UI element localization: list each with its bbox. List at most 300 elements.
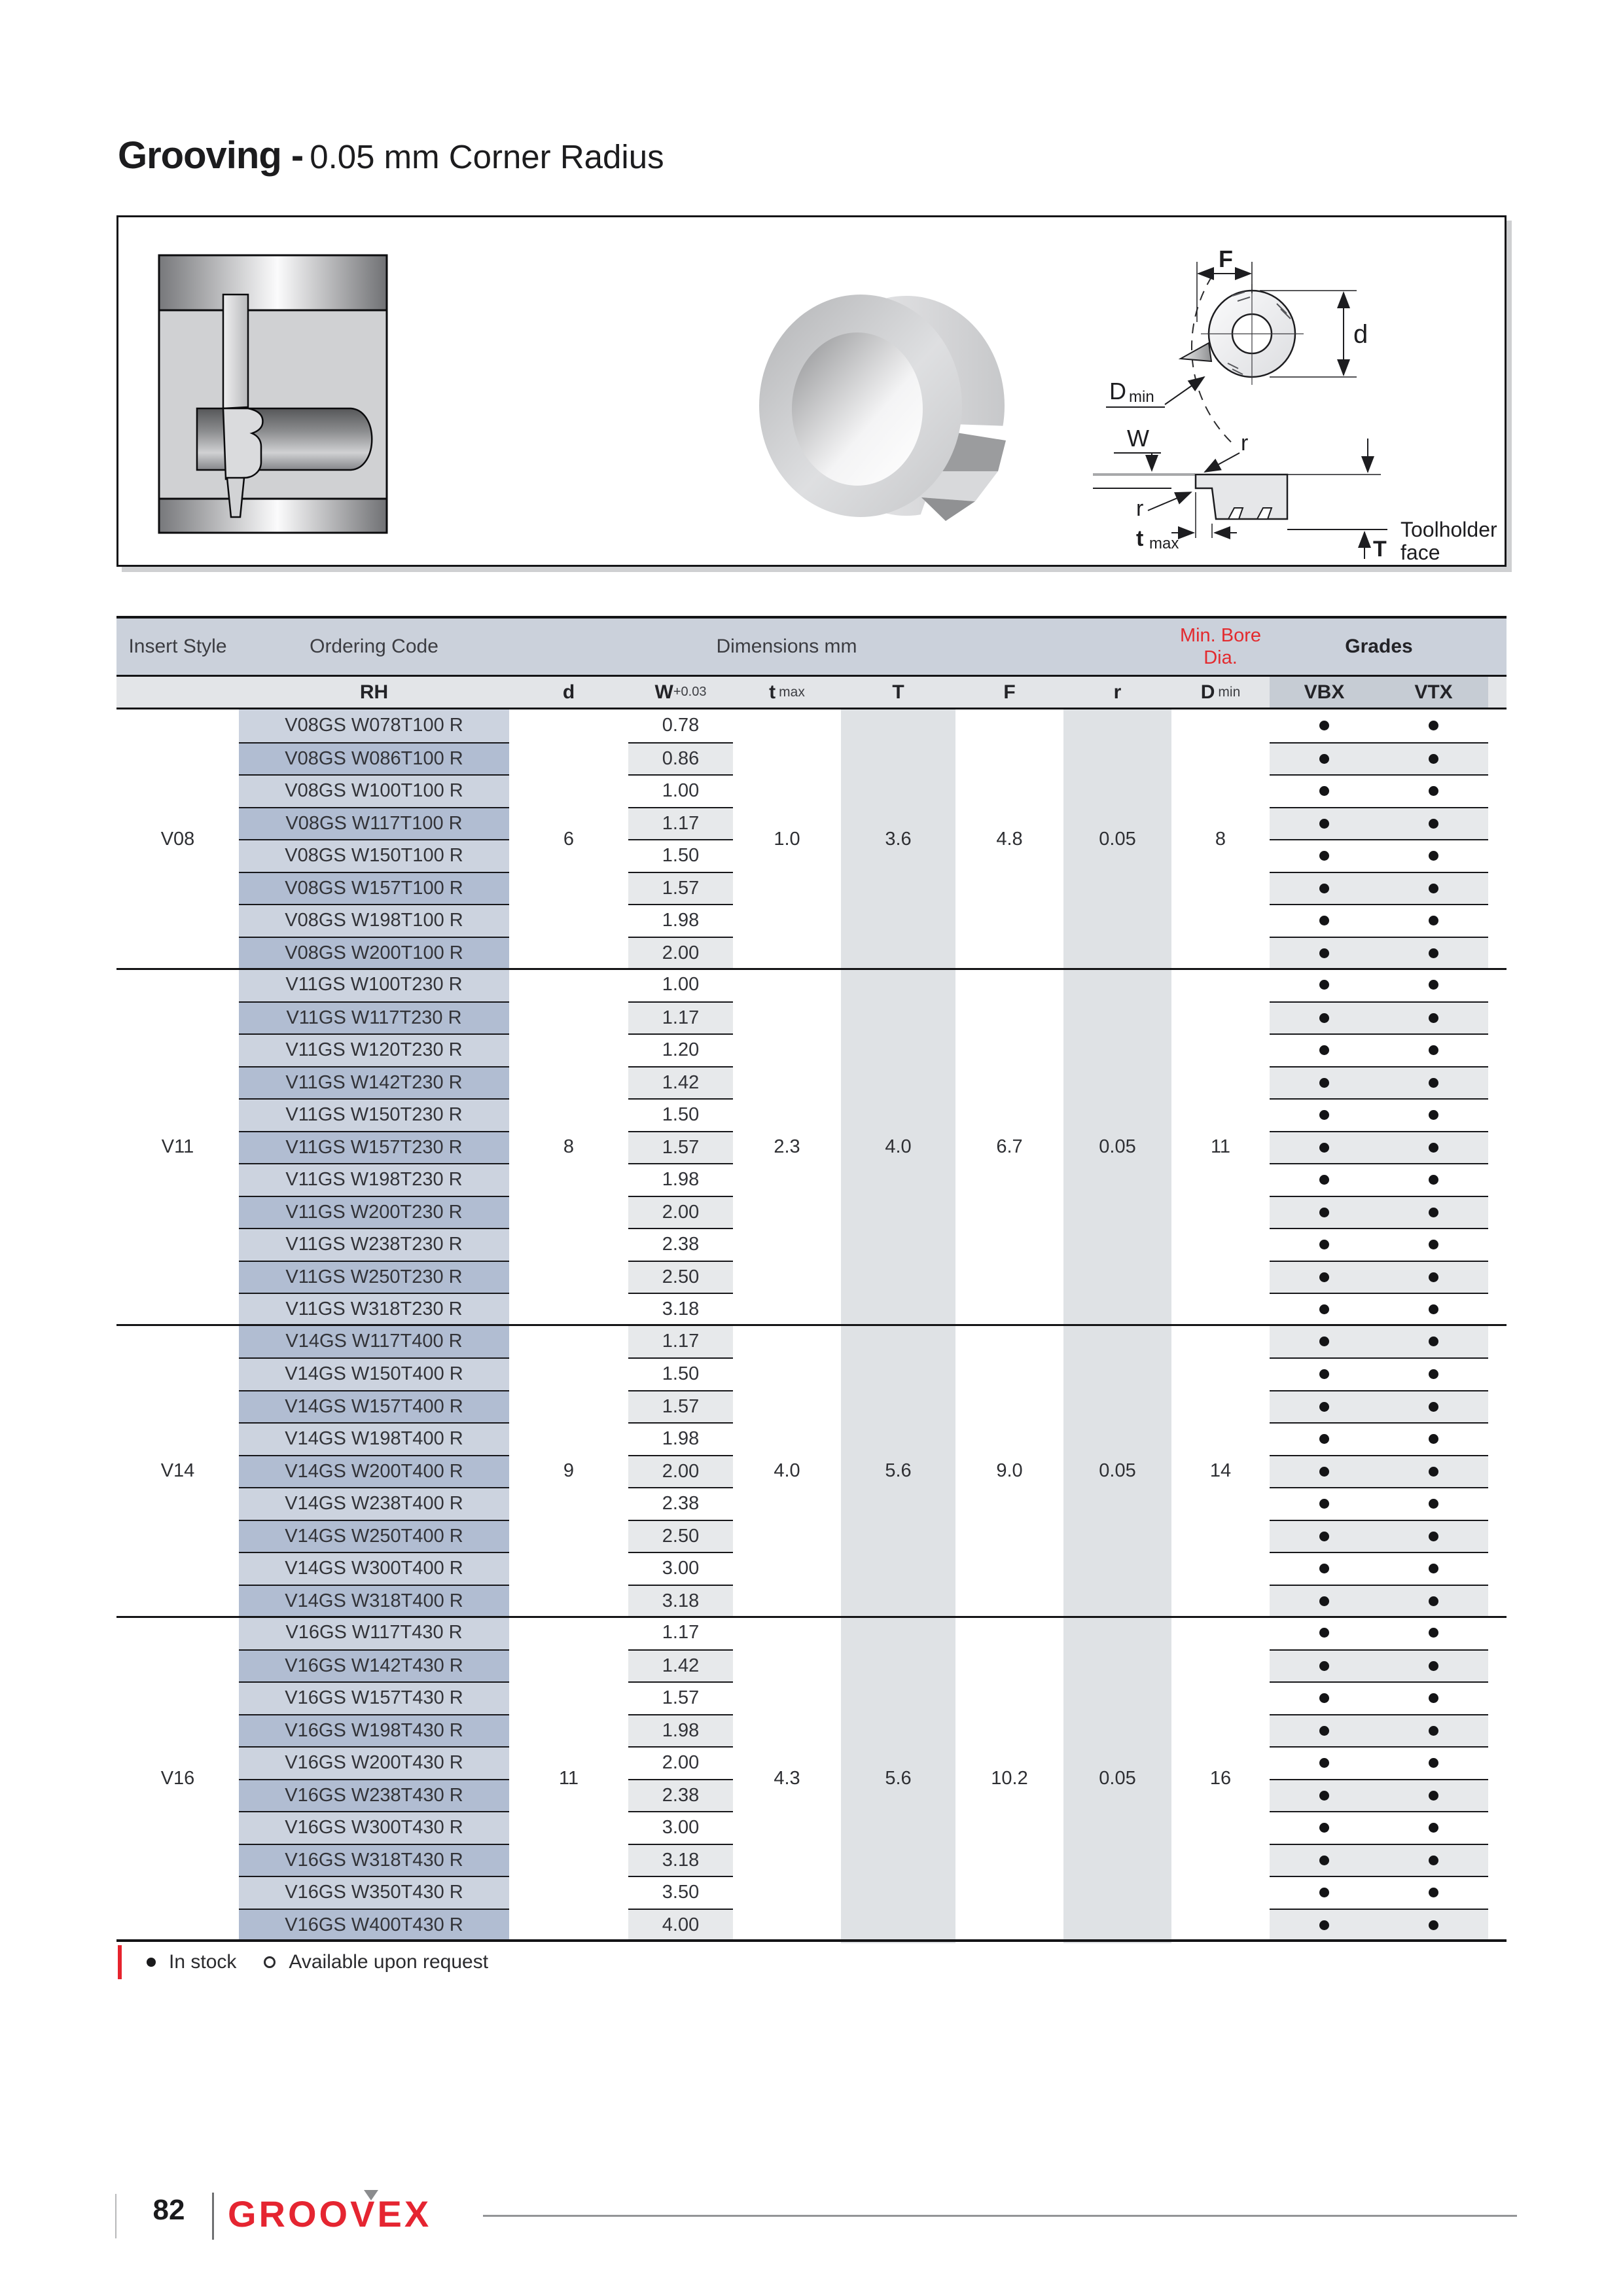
grades-cell <box>1270 1066 1488 1099</box>
grade-vtx <box>1379 1521 1488 1552</box>
dim-dmin-value: 8 <box>1215 828 1226 850</box>
vbx-stock-dot <box>1319 819 1329 829</box>
grade-vtx <box>1379 840 1488 872</box>
grade-vbx <box>1270 1003 1379 1034</box>
ordering-code-cell: V11GS W250T230 R <box>239 1261 509 1293</box>
ordering-code-cell: V11GS W142T230 R <box>239 1066 509 1099</box>
vbx-stock-dot <box>1319 851 1329 861</box>
vtx-stock-dot <box>1429 884 1438 893</box>
header-rh: RH <box>359 681 389 703</box>
grade-vtx <box>1379 1164 1488 1196</box>
vbx-stock-dot <box>1319 1272 1329 1282</box>
grade-vtx <box>1379 1003 1488 1034</box>
ordering-code-cell: V11GS W100T230 R <box>239 969 509 1001</box>
brand-logo <box>228 2193 431 2235</box>
grades-cell <box>1270 1844 1488 1876</box>
grades-cell <box>1270 774 1488 807</box>
grade-vbx <box>1270 1456 1379 1488</box>
grade-vbx <box>1270 1424 1379 1455</box>
ordering-code-cell: V14GS W200T400 R <box>239 1455 509 1488</box>
header-min-bore-line2: Dia. <box>1204 647 1238 668</box>
grades-cell <box>1270 807 1488 840</box>
vtx-stock-dot <box>1429 1336 1438 1346</box>
grades-cell <box>1270 839 1488 872</box>
vbx-stock-dot <box>1319 1045 1329 1055</box>
dim-tmax-value: 4.3 <box>774 1768 800 1789</box>
vbx-stock-dot <box>1319 948 1329 958</box>
header-dmin-sub: min <box>1218 684 1241 700</box>
grade-vtx <box>1379 1262 1488 1293</box>
vbx-stock-dot <box>1319 1240 1329 1249</box>
page-number: 82 <box>152 2194 185 2226</box>
insert-style-label: V16 <box>160 1768 195 1789</box>
vbx-stock-dot <box>1319 1564 1329 1573</box>
grade-vbx <box>1270 938 1379 969</box>
grade-vbx <box>1270 1325 1379 1358</box>
grade-vbx <box>1270 1229 1379 1261</box>
ordering-code-cell: V08GS W157T100 R <box>239 872 509 905</box>
vbx-stock-dot <box>1319 1823 1329 1833</box>
dim-label-W: W <box>1127 425 1149 452</box>
grade-vbx <box>1270 776 1379 807</box>
vbx-stock-dot <box>1319 1402 1329 1412</box>
grade-vbx <box>1270 1586 1379 1617</box>
w-value-cell: 2.00 <box>628 1455 733 1488</box>
illustration-panel <box>116 215 1507 567</box>
header-w-tolerance: +0.03 <box>673 685 707 699</box>
vtx-stock-dot <box>1429 1499 1438 1509</box>
vtx-stock-dot <box>1429 1564 1438 1573</box>
vtx-stock-dot <box>1429 786 1438 796</box>
section-divider <box>116 1324 1507 1326</box>
vtx-stock-dot <box>1429 1726 1438 1736</box>
ordering-code-cell: V08GS W078T100 R <box>239 709 509 742</box>
ordering-code-cell: V11GS W150T230 R <box>239 1098 509 1131</box>
table-section <box>116 969 1507 1325</box>
legend-red-bar <box>118 1945 122 1979</box>
dim-tmax-value: 1.0 <box>774 828 800 850</box>
ordering-code-cell: V14GS W238T400 R <box>239 1487 509 1520</box>
ordering-code-cell: V08GS W200T100 R <box>239 937 509 969</box>
header-r: r <box>1113 681 1122 703</box>
vtx-stock-dot <box>1429 1888 1438 1897</box>
w-value-cell: 2.00 <box>628 1196 733 1229</box>
vbx-stock-dot <box>1319 1110 1329 1120</box>
w-value-cell: 1.98 <box>628 1163 733 1196</box>
w-value-cell: 1.57 <box>628 872 733 905</box>
grade-vbx <box>1270 969 1379 1001</box>
dim-d-value: 6 <box>563 828 575 850</box>
table-body <box>116 709 1507 1943</box>
w-value-cell: 4.00 <box>628 1909 733 1941</box>
dim-T-value: 4.0 <box>885 1136 912 1157</box>
ordering-code-cell: V11GS W198T230 R <box>239 1163 509 1196</box>
grade-vtx <box>1379 808 1488 840</box>
grade-vtx <box>1379 1586 1488 1617</box>
grades-cell <box>1270 709 1488 742</box>
grades-cell <box>1270 1228 1488 1261</box>
dim-label-r-upper: r <box>1241 431 1249 456</box>
grade-vbx <box>1270 905 1379 937</box>
w-value-cell: 1.98 <box>628 1422 733 1455</box>
in-stock-icon <box>147 1958 156 1967</box>
grade-vtx <box>1379 1229 1488 1261</box>
insert-style-label: V08 <box>160 828 195 850</box>
vtx-stock-dot <box>1429 1078 1438 1088</box>
header-tmax-sub: max <box>779 684 805 700</box>
ordering-code-cell: V14GS W117T400 R <box>239 1325 509 1358</box>
w-value-cell: 2.00 <box>628 1746 733 1779</box>
grade-vtx <box>1379 905 1488 937</box>
w-value-cell: 1.17 <box>662 1622 700 1643</box>
grade-vtx <box>1379 873 1488 905</box>
grades-cell <box>1270 1876 1488 1909</box>
grade-vtx <box>1379 1488 1488 1520</box>
header-insert-style: Insert Style <box>128 636 227 657</box>
vbx-stock-dot <box>1319 754 1329 764</box>
grade-vbx <box>1270 1748 1379 1779</box>
vtx-stock-dot <box>1429 1304 1438 1314</box>
stock-legend <box>118 1945 488 1979</box>
ordering-code-cell: V16GS W157T430 R <box>239 1681 509 1714</box>
vtx-stock-dot <box>1429 1596 1438 1606</box>
w-value-cell: 2.38 <box>628 1228 733 1261</box>
w-value-cell: 1.57 <box>628 1681 733 1714</box>
table-bottom-border <box>116 1939 1507 1942</box>
grade-vbx <box>1270 1100 1379 1131</box>
grades-cell <box>1270 937 1488 969</box>
grade-vtx <box>1379 1845 1488 1876</box>
vbx-stock-dot <box>1319 1693 1329 1703</box>
dim-r-value: 0.05 <box>1099 1136 1136 1157</box>
w-value-cell: 2.38 <box>628 1487 733 1520</box>
w-value-cell: 1.17 <box>628 1001 733 1034</box>
grade-vbx <box>1270 1294 1379 1325</box>
vbx-stock-dot <box>1319 1596 1329 1606</box>
ordering-code-cell: V11GS W318T230 R <box>239 1293 509 1325</box>
grade-vtx <box>1379 1651 1488 1682</box>
w-value-cell: 1.17 <box>628 1325 733 1358</box>
vbx-stock-dot <box>1319 1078 1329 1088</box>
insert-table <box>116 616 1507 1943</box>
insert-style-label: V14 <box>160 1460 195 1481</box>
grades-cell <box>1270 742 1488 775</box>
brand-logo-notch-icon <box>364 2190 378 2200</box>
page-title-sub: 0.05 mm Corner Radius <box>310 138 664 175</box>
table-section <box>116 1617 1507 1941</box>
grades-cell <box>1270 904 1488 937</box>
grade-vbx <box>1270 873 1379 905</box>
ordering-code-cell: V08GS W086T100 R <box>239 742 509 775</box>
dim-T-value: 3.6 <box>885 828 912 850</box>
grades-cell <box>1270 1714 1488 1747</box>
dim-label-Dmin-sub: min <box>1129 388 1154 406</box>
dim-F-value: 9.0 <box>996 1460 1023 1481</box>
w-value-cell: 2.00 <box>628 937 733 969</box>
vtx-stock-dot <box>1429 1434 1438 1444</box>
dim-label-r-lower: r <box>1136 496 1144 521</box>
dim-r-value: 0.05 <box>1099 1460 1136 1481</box>
w-value-cell: 1.42 <box>628 1066 733 1099</box>
w-value-cell: 3.18 <box>628 1844 733 1876</box>
ordering-code-cell: V14GS W157T400 R <box>239 1390 509 1423</box>
vtx-stock-dot <box>1429 819 1438 829</box>
vbx-stock-dot <box>1319 1661 1329 1671</box>
grades-cell <box>1270 1811 1488 1844</box>
dim-T-value: 5.6 <box>885 1460 912 1481</box>
grade-vbx <box>1270 709 1379 742</box>
grade-vbx <box>1270 1488 1379 1520</box>
grades-cell <box>1270 1325 1488 1358</box>
w-value-cell: 1.50 <box>628 839 733 872</box>
dim-d-value: 9 <box>563 1460 575 1481</box>
page-title <box>118 134 664 177</box>
grade-vbx <box>1270 1262 1379 1293</box>
grades-cell <box>1270 1033 1488 1066</box>
w-value-cell: 3.18 <box>628 1585 733 1617</box>
grade-vtx <box>1379 1197 1488 1229</box>
grade-vbx <box>1270 1359 1379 1390</box>
grades-cell <box>1270 1779 1488 1812</box>
grades-cell <box>1270 1455 1488 1488</box>
table-header-groups <box>116 616 1507 677</box>
grade-vtx <box>1379 1132 1488 1164</box>
grade-vbx <box>1270 1780 1379 1812</box>
dim-label-Dmin: D <box>1109 378 1126 404</box>
vtx-stock-dot <box>1429 851 1438 861</box>
vbx-stock-dot <box>1319 884 1329 893</box>
vtx-stock-dot <box>1429 1045 1438 1055</box>
footer-divider <box>483 2215 1517 2217</box>
vtx-stock-dot <box>1429 1856 1438 1865</box>
dim-r-value: 0.05 <box>1099 828 1136 850</box>
dim-r-value: 0.05 <box>1099 1768 1136 1789</box>
header-dimensions: Dimensions mm <box>716 636 857 657</box>
ordering-code-cell: V16GS W198T430 R <box>239 1714 509 1747</box>
grade-vbx <box>1270 1521 1379 1552</box>
w-value-cell: 3.18 <box>628 1293 733 1325</box>
header-dmin-main: D <box>1200 681 1215 703</box>
vbx-stock-dot <box>1319 1304 1329 1314</box>
vbx-stock-dot <box>1319 1856 1329 1865</box>
w-value-cell: 1.50 <box>628 1098 733 1131</box>
w-value-cell: 2.38 <box>628 1779 733 1812</box>
dim-d-value: 11 <box>558 1768 579 1789</box>
available-on-request-icon <box>264 1956 276 1968</box>
grade-vtx <box>1379 1100 1488 1131</box>
grades-cell <box>1270 1131 1488 1164</box>
ordering-code-cell: V11GS W117T230 R <box>239 1001 509 1034</box>
ordering-code-cell: V16GS W400T430 R <box>239 1909 509 1941</box>
grade-vbx <box>1270 840 1379 872</box>
grades-cell <box>1270 969 1488 1001</box>
grade-vbx <box>1270 1197 1379 1229</box>
available-on-request-label: Available upon request <box>289 1951 489 1973</box>
grade-vtx <box>1379 1812 1488 1844</box>
vtx-stock-dot <box>1429 721 1438 730</box>
dim-label-d: d <box>1353 320 1368 349</box>
header-T: T <box>892 681 904 703</box>
w-value-cell: 2.50 <box>628 1520 733 1552</box>
ordering-code-cell: V16GS W238T430 R <box>239 1779 509 1812</box>
ordering-code-cell: V16GS W318T430 R <box>239 1844 509 1876</box>
vtx-stock-dot <box>1429 1240 1438 1249</box>
grade-vbx <box>1270 1651 1379 1682</box>
vbx-stock-dot <box>1319 1628 1329 1638</box>
header-d: d <box>562 681 575 703</box>
grade-vtx <box>1379 1715 1488 1747</box>
grade-vbx <box>1270 1617 1379 1649</box>
grade-vtx <box>1379 1325 1488 1358</box>
grades-cell <box>1270 1001 1488 1034</box>
grade-vtx <box>1379 1391 1488 1423</box>
ordering-code-cell: V11GS W120T230 R <box>239 1033 509 1066</box>
dim-label-F: F <box>1219 245 1233 272</box>
footer-rule-left <box>115 2194 116 2238</box>
grades-cell <box>1270 1520 1488 1552</box>
insert-3d-render <box>749 275 1047 543</box>
vtx-stock-dot <box>1429 1208 1438 1217</box>
vtx-stock-dot <box>1429 948 1438 958</box>
w-value-cell: 1.20 <box>628 1033 733 1066</box>
vtx-stock-dot <box>1429 1823 1438 1833</box>
ordering-code-cell: V14GS W250T400 R <box>239 1520 509 1552</box>
ordering-code-cell: V16GS W200T430 R <box>239 1746 509 1779</box>
dim-dmin-value: 11 <box>1210 1136 1231 1157</box>
grade-vbx <box>1270 1035 1379 1066</box>
vbx-stock-dot <box>1319 1369 1329 1379</box>
header-vbx: VBX <box>1304 681 1345 703</box>
header-vtx: VTX <box>1414 681 1453 703</box>
w-value-cell: 3.00 <box>628 1811 733 1844</box>
w-value-cell: 1.98 <box>628 1714 733 1747</box>
groove-cross-section-illustration <box>158 254 388 534</box>
grade-vbx <box>1270 1877 1379 1909</box>
vbx-stock-dot <box>1319 1013 1329 1023</box>
grades-cell <box>1270 1196 1488 1229</box>
grades-cell <box>1270 1293 1488 1325</box>
vtx-stock-dot <box>1429 1110 1438 1120</box>
grade-vtx <box>1379 709 1488 742</box>
grade-vtx <box>1379 969 1488 1001</box>
table-section <box>116 709 1507 969</box>
grade-vtx <box>1379 1683 1488 1714</box>
toolholder-face-label-1: Toolholder <box>1400 518 1497 541</box>
grade-vbx <box>1270 1132 1379 1164</box>
insert-style-label: V11 <box>161 1136 194 1157</box>
technical-drawing <box>1073 230 1502 563</box>
footer-rule-mid <box>212 2193 214 2240</box>
vtx-stock-dot <box>1429 1402 1438 1412</box>
w-value-cell: 0.86 <box>628 742 733 775</box>
dim-label-t-sub: max <box>1149 535 1179 552</box>
grade-vtx <box>1379 1748 1488 1779</box>
dim-F-value: 10.2 <box>991 1768 1028 1789</box>
w-value-cell: 1.57 <box>628 1131 733 1164</box>
grades-cell <box>1270 1422 1488 1455</box>
dim-T-value: 5.6 <box>885 1768 912 1789</box>
grades-cell <box>1270 1487 1488 1520</box>
grade-vtx <box>1379 744 1488 775</box>
dim-tmax-value: 4.0 <box>774 1460 800 1481</box>
w-value-cell: 1.50 <box>628 1357 733 1390</box>
table-header-columns <box>116 677 1507 709</box>
vbx-stock-dot <box>1319 721 1329 730</box>
grade-vbx <box>1270 1845 1379 1876</box>
page-title-main: Grooving - <box>118 134 304 177</box>
vbx-stock-dot <box>1319 1920 1329 1930</box>
grade-vtx <box>1379 1294 1488 1325</box>
vtx-stock-dot <box>1429 1467 1438 1477</box>
grade-vtx <box>1379 1877 1488 1909</box>
dim-F-value: 4.8 <box>996 828 1023 850</box>
grades-cell <box>1270 1163 1488 1196</box>
grade-vtx <box>1379 1359 1488 1390</box>
grades-cell <box>1270 1390 1488 1423</box>
vbx-stock-dot <box>1319 786 1329 796</box>
dim-dmin-value: 14 <box>1209 1460 1232 1481</box>
ordering-code-cell: V16GS W350T430 R <box>239 1876 509 1909</box>
dim-tmax-value: 2.3 <box>774 1136 800 1157</box>
dim-label-t: t <box>1136 526 1144 551</box>
ordering-code-cell: V16GS W142T430 R <box>239 1649 509 1682</box>
vbx-stock-dot <box>1319 1532 1329 1541</box>
dim-label-T: T <box>1373 537 1387 562</box>
ordering-code-cell: V11GS W157T230 R <box>239 1131 509 1164</box>
vtx-stock-dot <box>1429 754 1438 764</box>
vtx-stock-dot <box>1429 1175 1438 1185</box>
brand-logo-text: GROOVEX <box>228 2193 432 2234</box>
vbx-stock-dot <box>1319 980 1329 990</box>
grades-cell <box>1270 872 1488 905</box>
grade-vbx <box>1270 1715 1379 1747</box>
ordering-code-cell: V16GS W117T430 R <box>239 1617 509 1649</box>
grades-cell <box>1270 1585 1488 1617</box>
vbx-stock-dot <box>1319 1336 1329 1346</box>
grades-cell <box>1270 1261 1488 1293</box>
vtx-stock-dot <box>1429 1791 1438 1801</box>
vbx-stock-dot <box>1319 1499 1329 1509</box>
header-min-bore <box>1171 619 1270 675</box>
grades-cell <box>1270 1617 1488 1649</box>
vbx-stock-dot <box>1319 1208 1329 1217</box>
grade-vtx <box>1379 1424 1488 1455</box>
grades-cell <box>1270 1357 1488 1390</box>
vbx-stock-dot <box>1319 1175 1329 1185</box>
vbx-stock-dot <box>1319 1434 1329 1444</box>
grade-vbx <box>1270 1553 1379 1585</box>
in-stock-label: In stock <box>169 1951 237 1973</box>
grade-vtx <box>1379 1067 1488 1099</box>
dim-dmin-value: 16 <box>1209 1768 1232 1789</box>
ordering-code-cell: V14GS W300T400 R <box>239 1552 509 1585</box>
grades-cell <box>1270 1681 1488 1714</box>
grade-vtx <box>1379 1617 1488 1649</box>
ordering-code-cell: V08GS W117T100 R <box>239 807 509 840</box>
vbx-stock-dot <box>1319 1467 1329 1477</box>
vbx-stock-dot <box>1319 916 1329 925</box>
grade-vtx <box>1379 1035 1488 1066</box>
vbx-stock-dot <box>1319 1791 1329 1801</box>
grades-cell <box>1270 1909 1488 1941</box>
ordering-code-cell: V14GS W318T400 R <box>239 1585 509 1617</box>
ordering-code-cell: V16GS W300T430 R <box>239 1811 509 1844</box>
section-divider <box>116 1616 1507 1618</box>
header-dmin <box>1171 677 1270 708</box>
grade-vtx <box>1379 1780 1488 1812</box>
vtx-stock-dot <box>1429 1369 1438 1379</box>
grade-vbx <box>1270 1391 1379 1423</box>
